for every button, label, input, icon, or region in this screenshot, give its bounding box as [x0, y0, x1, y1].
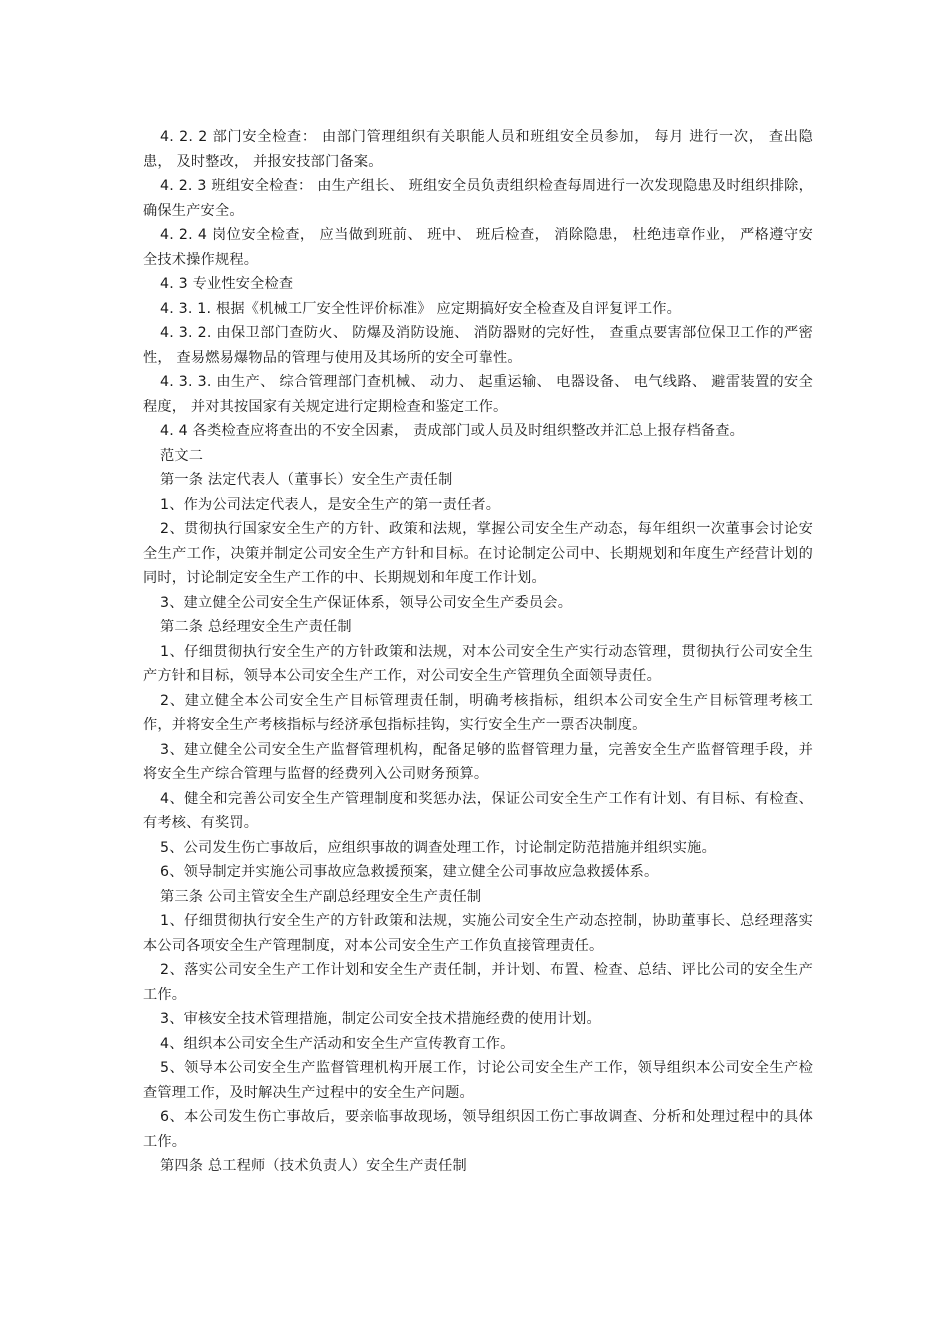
article-2-item-2: 2、建立健全本公司安全生产目标管理责任制，明确考核指标，组织本公司安全生产目标管理考核工作，并将安全生产考核指标与经济承包指标挂钩，实行安全生产一票否决制度。 — [143, 692, 813, 733]
article-3-heading: 第三条 公司主管安全生产副总经理安全生产责任制 — [160, 888, 482, 905]
section-4-3-2-paragraph: 4. 3. 2. 由保卫部门查防火、 防爆及消防设施、 消防器财的完好性， 查重点要害部位保卫工作的严密性， 查易燃易爆物品的管理与使用及其场所的安全可靠性。 — [143, 325, 813, 366]
section-4-2-3-paragraph: 4. 2. 3 班组安全检查： 由生产组长、 班组安全员负责组织检查每周进行一次发现隐患及时组织排除， 确保生产安全。 — [143, 178, 813, 219]
article-3-item-4: 4、组织本公司安全生产活动和安全生产宣传教育工作。 — [160, 1035, 515, 1052]
article-1-item-1: 1、作为公司法定代表人，是安全生产的第一责任者。 — [160, 496, 501, 513]
article-2-heading: 第二条 总经理安全生产责任制 — [160, 619, 352, 635]
article-2-item-4: 4、健全和完善公司安全生产管理制度和奖惩办法，保证公司安全生产工作有计划、有目标、有检查、有考核、有奖罚。 — [143, 790, 813, 831]
section-4-3-heading: 4. 3 专业性安全检查 — [160, 276, 294, 292]
article-1-heading: 第一条 法定代表人（董事长）安全生产责任制 — [160, 472, 453, 488]
section-4-2-4-paragraph: 4. 2. 4 岗位安全检查， 应当做到班前、 班中、 班后检查， 消除隐患， 杜绝违章作业， 严格遵守安全技术操作规程。 — [143, 227, 813, 268]
article-3-item-3: 3、审核安全技术管理措施，制定公司安全技术措施经费的使用计划。 — [160, 1011, 601, 1027]
section-4-4-paragraph: 4. 4 各类检查应将查出的不安全因素， 责成部门或人员及时组织整改并汇总上报存档备查。 — [160, 423, 745, 439]
section-4-3-1-paragraph: 4. 3. 1. 根据《机械工厂安全性评价标准》 应定期搞好安全检查及自评复评工作。 — [160, 300, 682, 317]
article-2-item-5: 5、公司发生伤亡事故后，应组织事故的调查处理工作，讨论制定防范措施并组织实施。 — [160, 839, 716, 856]
article-2-item-6: 6、领导制定并实施公司事故应急救援预案，建立健全公司事故应急救援体系。 — [160, 864, 659, 880]
article-3-item-6: 6、本公司发生伤亡事故后，要亲临事故现场，领导组织因工伤亡事故调查、分析和处理过程中的具体工作。 — [143, 1109, 813, 1150]
section-4-2-2-paragraph: 4. 2. 2 部门安全检查： 由部门管理组织有关职能人员和班组安全员参加， 每月 进行一次， 查出隐患， 及时整改， 并报安技部门备案。 — [143, 129, 813, 170]
article-1-item-3: 3、建立健全公司安全生产保证体系，领导公司安全生产委员会。 — [160, 594, 573, 611]
sample-two-heading: 范文二 — [160, 447, 204, 464]
article-3-item-1: 1、仔细贯彻执行安全生产的方针政策和法规，实施公司安全生产动态控制，协助董事长、总经理落实本公司各项安全生产管理制度，对本公司安全生产工作负直接管理责任。 — [143, 913, 813, 954]
article-4-heading: 第四条 总工程师（技术负责人）安全生产责任制 — [160, 1158, 467, 1174]
article-3-item-2: 2、落实公司安全生产工作计划和安全生产责任制，并计划、布置、检查、总结、评比公司的安全生产工作。 — [143, 962, 813, 1003]
article-3-item-5: 5、领导本公司安全生产监督管理机构开展工作，讨论公司安全生产工作，领导组织本公司安全生产检查管理工作，及时解决生产过程中的安全生产问题。 — [143, 1060, 813, 1101]
section-4-3-3-paragraph: 4. 3. 3. 由生产、 综合管理部门查机械、 动力、 起重运输、 电器设备、 电气线路、 避雷装置的安全程度， 并对其按国家有关规定进行定期检查和鉴定工作。 — [143, 374, 813, 415]
article-2-item-1: 1、仔细贯彻执行安全生产的方针政策和法规，对本公司安全生产实行动态管理，贯彻执行公司安全生产方针和目标，领导本公司安全生产工作，对公司安全生产管理负全面领导责任。 — [143, 643, 813, 684]
document-body — [143, 125, 813, 1179]
article-1-item-2: 2、贯彻执行国家安全生产的方针、政策和法规，掌握公司安全生产动态，每年组织一次董事会讨论安全生产工作，决策并制定公司安全生产方针和目标。在讨论制定公司中、长期规划和年度生产经营计划的同时，讨论制定安全生产工作的中、长期规划和年度工作计划。 — [143, 521, 813, 586]
article-2-item-3: 3、建立健全公司安全生产监督管理机构，配备足够的监督管理力量，完善安全生产监督管理手段，并将安全生产综合管理与监督的经费列入公司财务预算。 — [143, 741, 813, 782]
